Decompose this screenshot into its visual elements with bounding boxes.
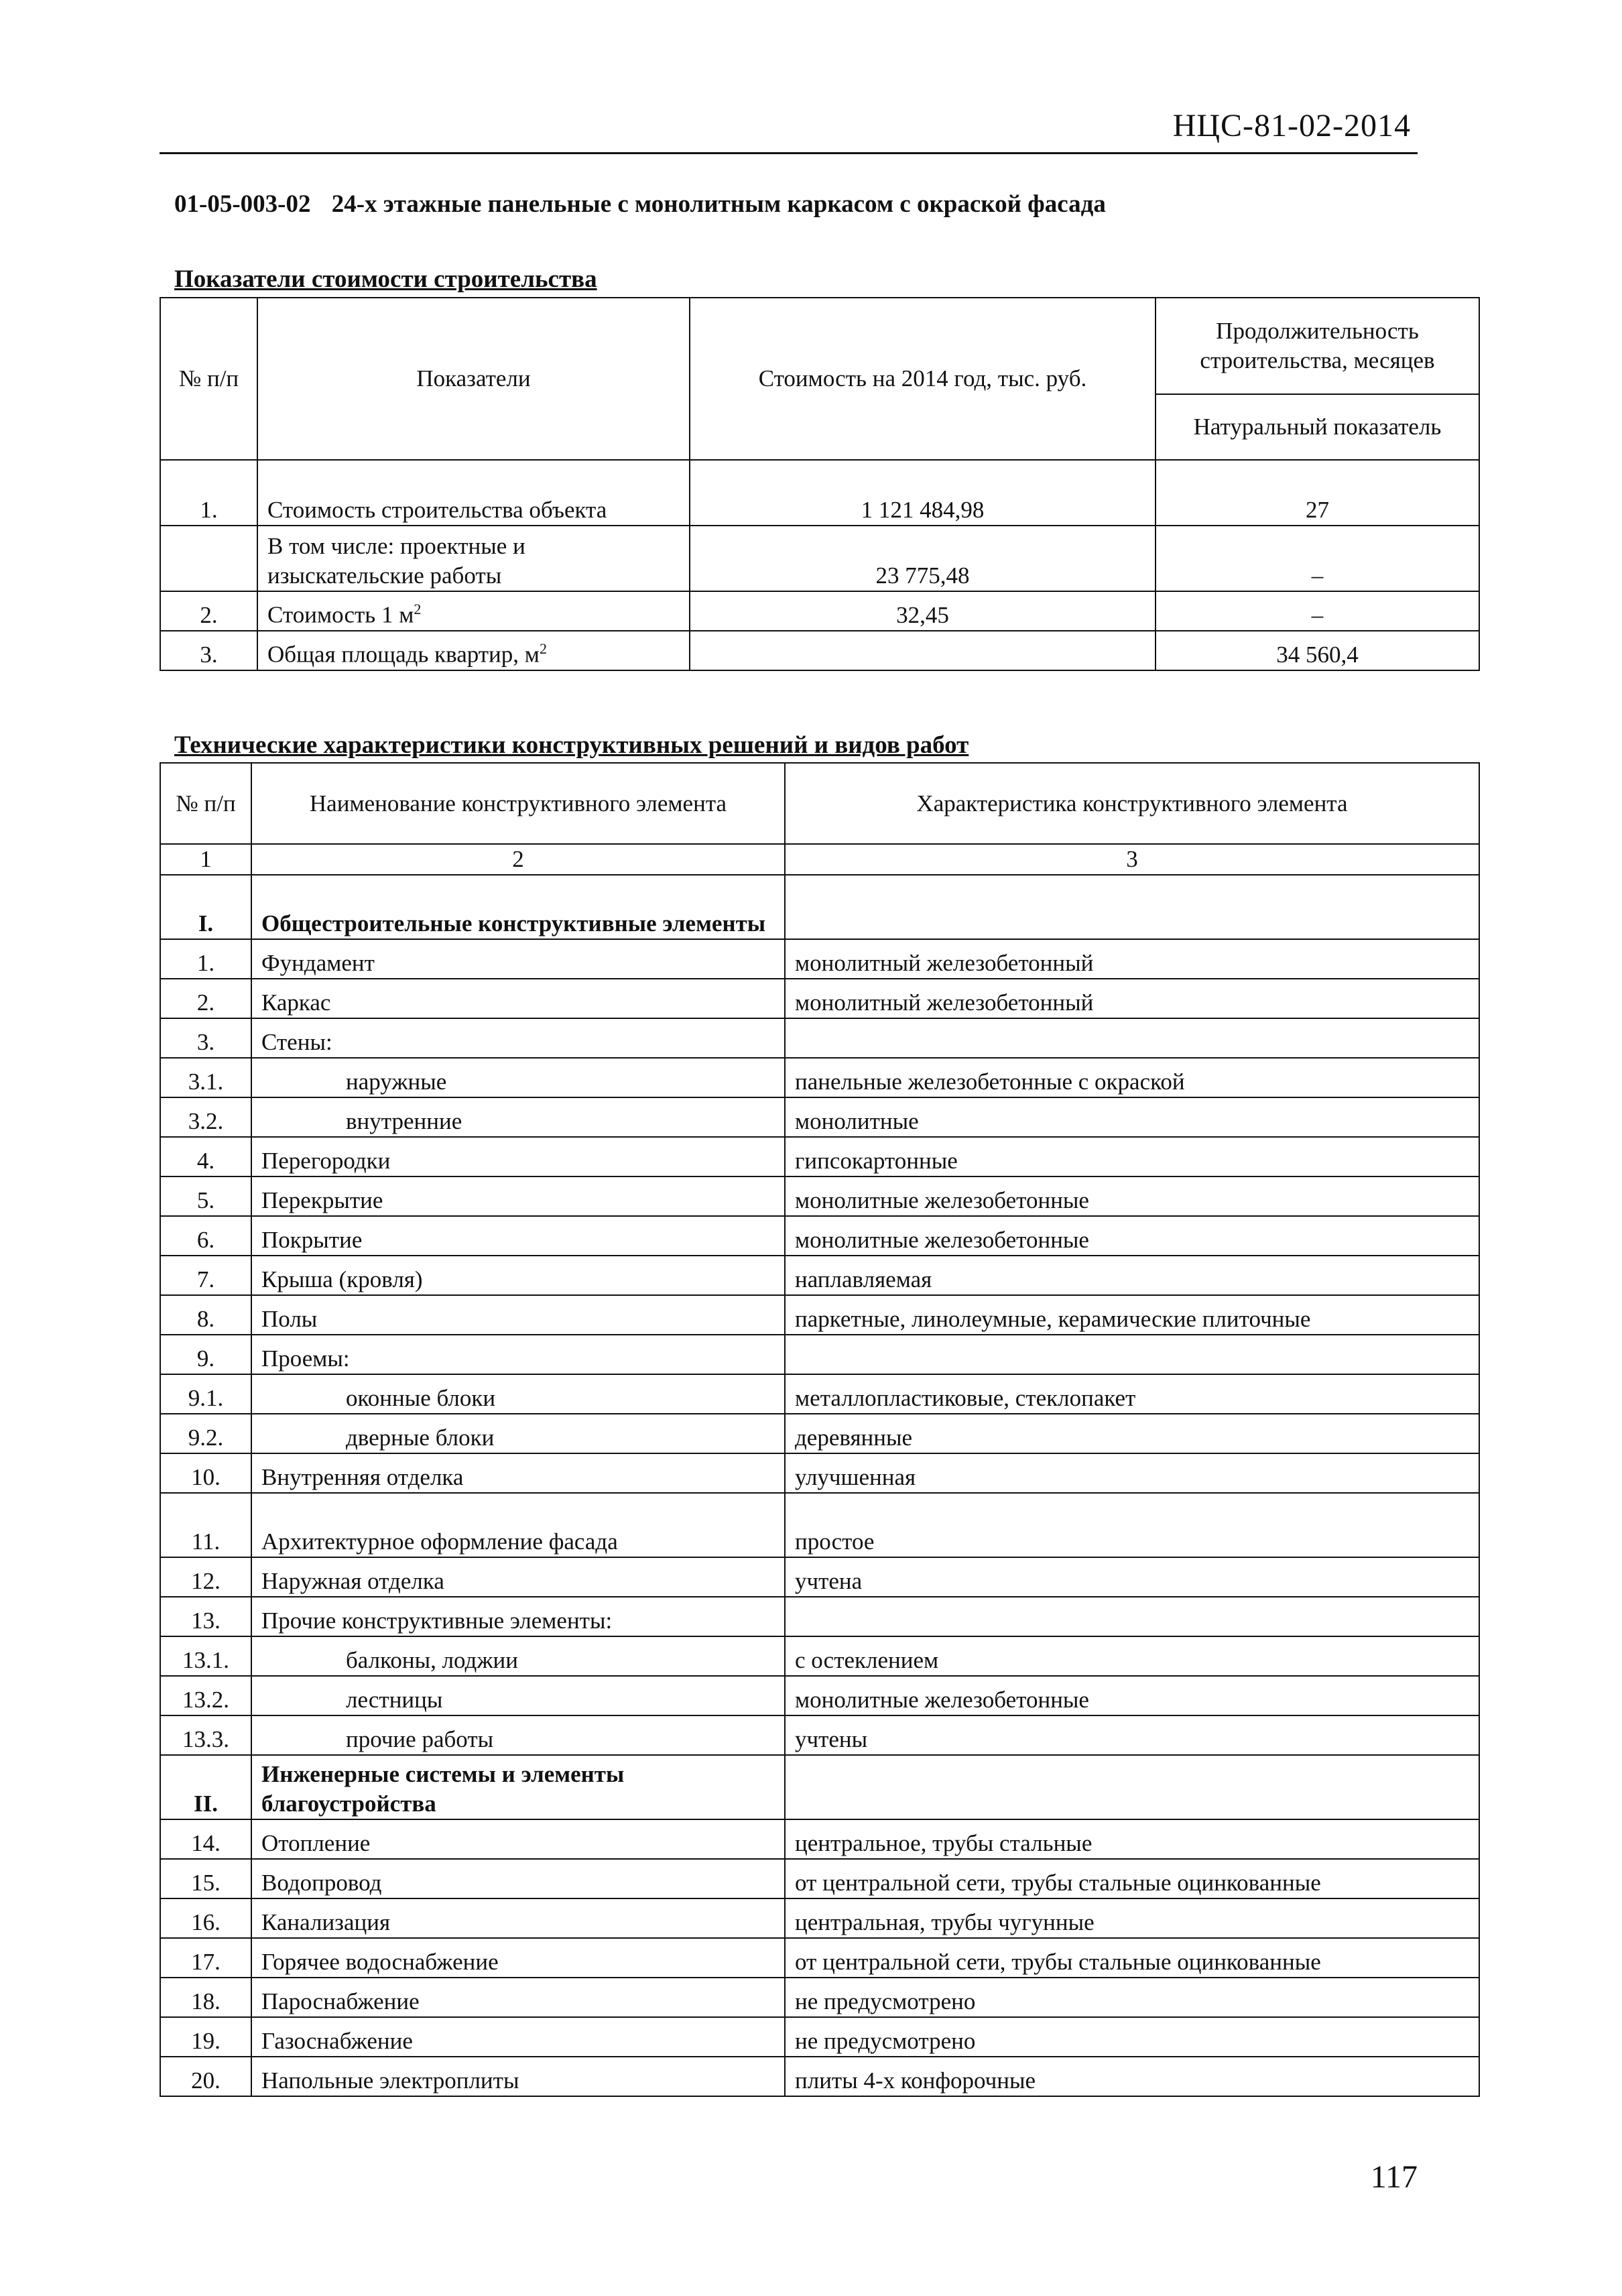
tech-row-name: внутренние [251, 1097, 785, 1137]
tech-row-num: 13.2. [160, 1676, 251, 1715]
tech-header-name: Наименование конструктивного элемента [251, 763, 785, 844]
tech-row [160, 1058, 1479, 1097]
tech-row [160, 1137, 1479, 1176]
tech-row-characteristic: монолитный железобетонный [785, 939, 1479, 979]
tech-row-num: 13.1. [160, 1636, 251, 1676]
tech-row-num: 9. [160, 1335, 251, 1374]
tech-row [160, 2057, 1479, 2096]
cost-row-name: Стоимость 1 $м^2$ [257, 591, 690, 631]
tech-row [160, 2017, 1479, 2057]
tech-row-name: Пароснабжение [251, 1978, 785, 2017]
tech-row [160, 1256, 1479, 1295]
tech-row-characteristic: металлопластиковые, стеклопакет [785, 1374, 1479, 1414]
cost-header-indicator: Показатели [257, 298, 690, 460]
tech-row [160, 875, 1479, 939]
tech-row-num: 13.3. [160, 1715, 251, 1755]
tech-row-num: 7. [160, 1256, 251, 1295]
tech-row-name: Полы [251, 1295, 785, 1335]
cost-row-name: Общая площадь квартир, $м^2$ [257, 631, 690, 670]
tech-table [160, 762, 1480, 2097]
tech-row [160, 1374, 1479, 1414]
tech-row-num: 2. [160, 979, 251, 1018]
document-code: НЦС-81-02-2014 [1172, 108, 1411, 143]
cost-row-cost [690, 631, 1156, 670]
tech-row-num: 16. [160, 1898, 251, 1938]
tech-row-num: 19. [160, 2017, 251, 2057]
tech-row-name: Внутренняя отделка [251, 1453, 785, 1493]
tech-row-num: 13. [160, 1597, 251, 1636]
tech-row-name: Покрытие [251, 1216, 785, 1256]
tech-row-characteristic: паркетные, линолеумные, керамические плиточные [785, 1295, 1479, 1335]
tech-row-num: 8. [160, 1295, 251, 1335]
tech-row-num: II. [160, 1755, 251, 1819]
document-title [174, 190, 1106, 219]
tech-row-name: Каркас [251, 979, 785, 1018]
tech-row-characteristic: монолитные железобетонные [785, 1176, 1479, 1216]
tech-colnum-3: 3 [785, 844, 1479, 875]
tech-row [160, 1938, 1479, 1978]
tech-row-characteristic: не предусмотрено [785, 1978, 1479, 2017]
tech-row-name: Инженерные системы и элементы благоустройства [251, 1755, 785, 1819]
tech-row-characteristic: от центральной сети, трубы стальные оцинкованные [785, 1859, 1479, 1898]
tech-row-name: Газоснабжение [251, 2017, 785, 2057]
tech-row-num: 1. [160, 939, 251, 979]
tech-row-characteristic: учтены [785, 1715, 1479, 1755]
tech-row-name: Общестроительные конструктивные элементы [251, 875, 785, 939]
tech-row-characteristic: монолитный железобетонный [785, 979, 1479, 1018]
title-text: 24-х этажные панельные с монолитным каркасом с окраской фасада [331, 190, 1106, 218]
page-number: 117 [1370, 2159, 1418, 2195]
cost-row-num: 2. [160, 591, 257, 631]
tech-row-num: 3.2. [160, 1097, 251, 1137]
tech-row [160, 1676, 1479, 1715]
cost-table [160, 297, 1480, 671]
tech-row-name: Перекрытие [251, 1176, 785, 1216]
cost-header-natural: Натуральный показатель [1156, 394, 1479, 460]
tech-row-characteristic: наплавляемая [785, 1256, 1479, 1295]
tech-row-num: 18. [160, 1978, 251, 2017]
tech-row [160, 1414, 1479, 1453]
header-rule [160, 152, 1418, 154]
tech-row-name: прочие работы [251, 1715, 785, 1755]
tech-row [160, 1755, 1479, 1819]
tech-row-num: I. [160, 875, 251, 939]
title-code: 01-05-003-02 [174, 190, 311, 218]
unit-exponent: 2 [414, 601, 422, 618]
tech-row-num: 10. [160, 1453, 251, 1493]
cost-row-cost: 32,45 [690, 591, 1156, 631]
tech-row-characteristic: гипсокартонные [785, 1137, 1479, 1176]
tech-row-characteristic: монолитные железобетонные [785, 1676, 1479, 1715]
tech-row-name: оконные блоки [251, 1374, 785, 1414]
tech-row-name: балконы, лоджии [251, 1636, 785, 1676]
tech-row-characteristic: простое [785, 1493, 1479, 1557]
tech-row [160, 1295, 1479, 1335]
tech-row-characteristic: учтена [785, 1557, 1479, 1597]
tech-row-num: 4. [160, 1137, 251, 1176]
tech-header-char: Характеристика конструктивного элемента [785, 763, 1479, 844]
tech-row-name: Архитектурное оформление фасада [251, 1493, 785, 1557]
tech-row-name: Перегородки [251, 1137, 785, 1176]
cost-row-value: 27 [1156, 460, 1479, 526]
tech-row [160, 1453, 1479, 1493]
cost-header-cost: Стоимость на 2014 год, тыс. руб. [690, 298, 1156, 460]
tech-row [160, 1597, 1479, 1636]
tech-row-num: 17. [160, 1938, 251, 1978]
tech-row-name: Наружная отделка [251, 1557, 785, 1597]
tech-row-name: Горячее водоснабжение [251, 1938, 785, 1978]
cost-header-num: № п/п [160, 298, 257, 460]
tech-row [160, 979, 1479, 1018]
tech-row [160, 1859, 1479, 1898]
tech-row-characteristic: монолитные [785, 1097, 1479, 1137]
tech-row-name: Напольные электроплиты [251, 2057, 785, 2096]
tech-colnum-2: 2 [251, 844, 785, 875]
tech-row-characteristic: от центральной сети, трубы стальные оцинкованные [785, 1938, 1479, 1978]
tech-row-characteristic [785, 1755, 1479, 1819]
tech-row [160, 1176, 1479, 1216]
tech-row [160, 1097, 1479, 1137]
unit-exponent: 2 [539, 640, 547, 658]
cost-row [160, 526, 1479, 591]
tech-row-name: Водопровод [251, 1859, 785, 1898]
tech-row-num: 5. [160, 1176, 251, 1216]
tech-row-name: лестницы [251, 1676, 785, 1715]
cost-row-num: 3. [160, 631, 257, 670]
tech-row-num: 6. [160, 1216, 251, 1256]
tech-row-name: Стены: [251, 1018, 785, 1058]
tech-row-characteristic: панельные железобетонные с окраской [785, 1058, 1479, 1097]
tech-row-characteristic: центральное, трубы стальные [785, 1819, 1479, 1859]
tech-row-name: наружные [251, 1058, 785, 1097]
tech-row-num: 12. [160, 1557, 251, 1597]
tech-row [160, 1335, 1479, 1374]
tech-colnum-1: 1 [160, 844, 251, 875]
tech-row-num: 20. [160, 2057, 251, 2096]
tech-row-name: Проемы: [251, 1335, 785, 1374]
cost-row [160, 460, 1479, 526]
tech-row-characteristic: центральная, трубы чугунные [785, 1898, 1479, 1938]
tech-row [160, 1978, 1479, 2017]
cost-section-heading: Показатели стоимости строительства [174, 265, 597, 293]
tech-row-num: 9.1. [160, 1374, 251, 1414]
tech-row-characteristic: не предусмотрено [785, 2017, 1479, 2057]
tech-row-num: 3. [160, 1018, 251, 1058]
tech-row-name: Крыша (кровля) [251, 1256, 785, 1295]
tech-row-characteristic [785, 1597, 1479, 1636]
tech-row-characteristic: монолитные железобетонные [785, 1216, 1479, 1256]
tech-section-heading: Технические характеристики конструктивных решений и видов работ [174, 731, 969, 759]
cost-row-num [160, 526, 257, 591]
tech-row-characteristic: плиты 4-х конфорочные [785, 2057, 1479, 2096]
tech-row [160, 1216, 1479, 1256]
tech-row [160, 1715, 1479, 1755]
tech-row [160, 1493, 1479, 1557]
cost-row-value: – [1156, 526, 1479, 591]
tech-row-name: Фундамент [251, 939, 785, 979]
cost-row [160, 591, 1479, 631]
tech-row-name: Прочие конструктивные элементы: [251, 1597, 785, 1636]
cost-row-cost: 1 121 484,98 [690, 460, 1156, 526]
cost-row-name: Стоимость строительства объекта [257, 460, 690, 526]
tech-row [160, 1898, 1479, 1938]
tech-row-name: Отопление [251, 1819, 785, 1859]
tech-row-characteristic [785, 1335, 1479, 1374]
cost-header-duration: Продолжительность строительства, месяцев [1156, 298, 1479, 394]
tech-row [160, 1636, 1479, 1676]
cost-row-value: – [1156, 591, 1479, 631]
tech-row-num: 9.2. [160, 1414, 251, 1453]
cost-row [160, 631, 1479, 670]
tech-row [160, 1557, 1479, 1597]
tech-row-num: 15. [160, 1859, 251, 1898]
cost-row-value: 34 560,4 [1156, 631, 1479, 670]
tech-row-name: дверные блоки [251, 1414, 785, 1453]
tech-row-characteristic: деревянные [785, 1414, 1479, 1453]
tech-row-characteristic: улучшенная [785, 1453, 1479, 1493]
tech-row-num: 11. [160, 1493, 251, 1557]
cost-row-num: 1. [160, 460, 257, 526]
tech-row-name: Канализация [251, 1898, 785, 1938]
tech-row-characteristic [785, 875, 1479, 939]
tech-row [160, 1018, 1479, 1058]
cost-row-cost: 23 775,48 [690, 526, 1156, 591]
tech-row-characteristic: с остеклением [785, 1636, 1479, 1676]
tech-row-characteristic [785, 1018, 1479, 1058]
tech-row [160, 939, 1479, 979]
tech-row-num: 3.1. [160, 1058, 251, 1097]
tech-row [160, 1819, 1479, 1859]
cost-row-name: В том числе: проектные и изыскательские работы [257, 526, 690, 591]
tech-header-num: № п/п [160, 763, 251, 844]
tech-row-num: 14. [160, 1819, 251, 1859]
